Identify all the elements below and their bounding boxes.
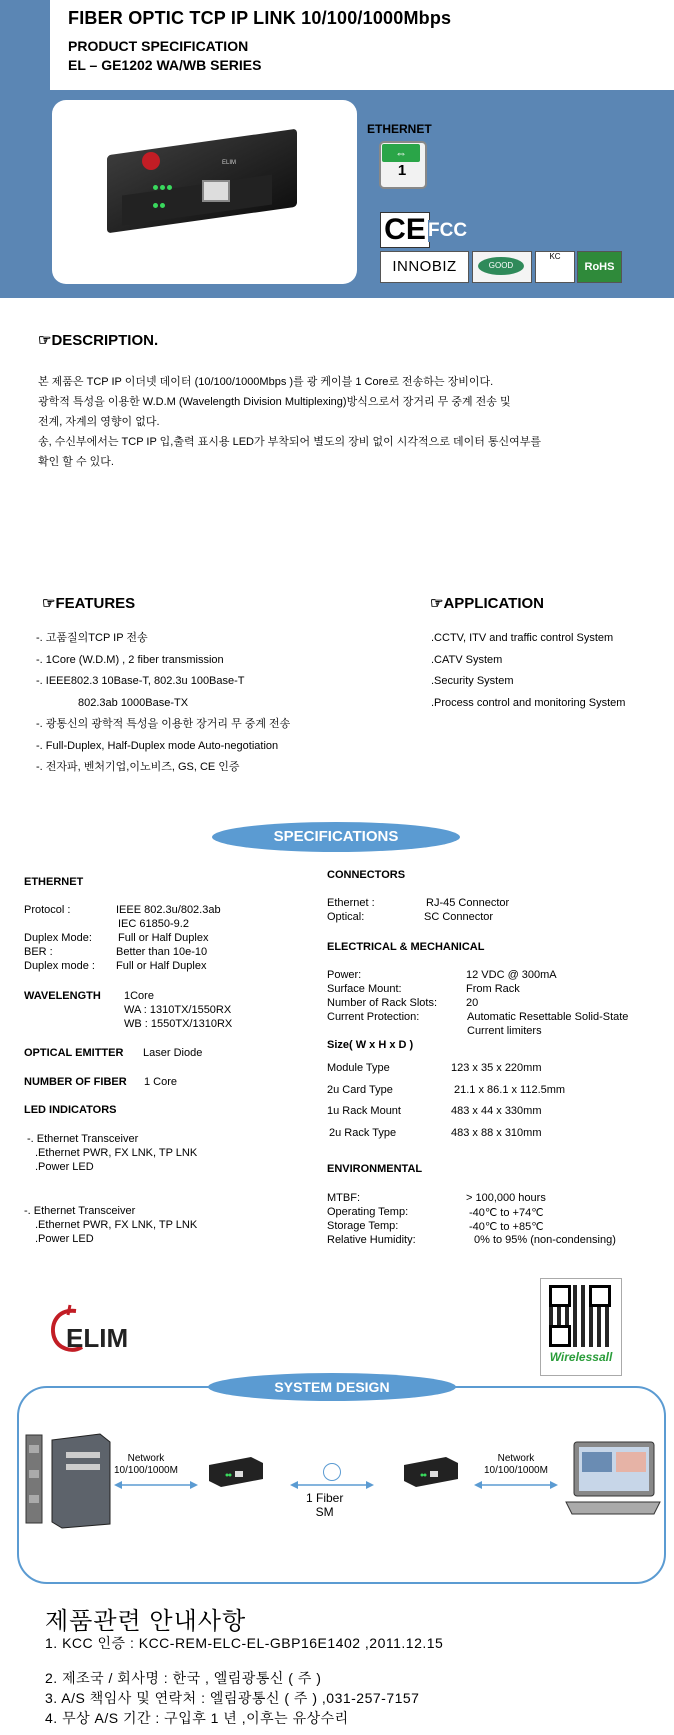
qr-finder [549,1285,571,1307]
feature-item: 802.3ab 1000Base-TX [78,696,189,709]
feature-item: -. 고품질의TCP IP 전송 [36,632,148,644]
application-item: .Security System [431,675,514,687]
spec-duplex-value: Full or Half Duplex [118,932,209,944]
description-text [38,372,541,472]
description-heading: ☞DESCRIPTION. [38,332,159,349]
rohs-badge: RoHS [577,251,622,283]
spec-protection-value: Automatic Resettable Solid-State [467,1011,629,1023]
spec-led-item: -. Ethernet Transceiver [27,1133,139,1145]
features-heading: ☞FEATURES [42,595,136,612]
spec-emitter-label: OPTICAL EMITTER [24,1047,124,1059]
fiber-label [306,1491,343,1519]
spec-duplex-label: Duplex Mode: [24,932,92,944]
spec-wavelength-value: 1Core [124,990,154,1002]
left-link-arrow-icon [114,1480,198,1490]
network-label-line: Network [497,1453,535,1464]
good-badge-text: GOOD [478,257,524,275]
notice-warranty-line: 4. 무상 A/S 기간 : 구입후 1 년 ,이후는 유상수리 [45,1710,349,1726]
spec-slots-label: Number of Rack Slots: [327,997,438,1009]
network-label-left [114,1453,178,1477]
double-arrow-icon: ⇔ [382,144,420,162]
spec-mtbf-label: MTBF: [327,1192,360,1204]
feature-item: -. IEEE802.3 10Base-T, 802.3u 100Base-T [36,675,245,687]
ce-mark: CE [380,212,430,248]
notice-manufacturer-line: 2. 제조국 / 회사명 : 한국 , 엘림광통신 ( 주 ) [45,1670,322,1686]
spec-protection-label: Current Protection: [327,1011,420,1023]
feature-item: -. 전자파, 벤처기업,이노비즈, GS, CE 인증 [36,761,240,773]
laptop-icon [562,1440,662,1520]
elim-logo-text: ELIM [66,1323,129,1353]
spec-ber-value: Better than 10e-10 [116,946,208,958]
fcc-mark: FCC [428,220,468,241]
system-design-banner: SYSTEM DESIGN [208,1373,456,1401]
spec-optical-connector-label: Optical: [327,911,365,923]
feature-item: -. 광통신의 광학적 특성을 이용한 장거리 무 중계 전송 [36,718,291,730]
spec-eth-connector-label: Ethernet : [327,897,375,909]
network-speed-label: 10/100/1000M [114,1465,178,1476]
spec-fiber-label: NUMBER OF FIBER [24,1076,127,1088]
description-line: 확인 할 수 있다. [38,456,114,468]
spec-eth-connector-value: RJ-45 Connector [426,897,510,909]
spec-surface-label: Surface Mount: [327,983,402,995]
description-line: 전계, 자계의 영향이 없다. [38,416,160,428]
spec-wavelength-value: WB : 1550TX/1310RX [124,1018,233,1030]
spec-ber-label: BER : [24,946,53,958]
innobiz-badge: INNOBIZ [380,251,469,283]
description-line: 광학적 특성을 이용한 W.D.M (Wavelength Division Multiplexing)방식으로서 장거리 무 중계 전송 및 [38,396,511,408]
notice-as-contact-line: 3. A/S 책임사 및 연락처 : 엘림광통신 ( 주 ) ,031-257-7157 [45,1690,420,1706]
ethernet-port-count: 1 [397,162,407,179]
spec-led-item: .Ethernet PWR, FX LNK, TP LNK [35,1147,198,1159]
spec-rack1-value: 483 x 44 x 330mm [451,1105,542,1117]
media-converter-icon [400,1455,460,1489]
spec-surface-value: From Rack [466,983,520,995]
features-list [36,628,290,779]
device-led-indicators [152,178,182,208]
spec-fiber-value: 1 Core [144,1076,178,1088]
specifications-banner: SPECIFICATIONS [212,822,460,852]
feature-item: -. 1Core (W.D.M) , 2 fiber transmission [36,653,224,666]
model-series: EL – GE1202 WA/WB SERIES [68,57,262,73]
spec-duplex-mode-value: Full or Half Duplex [116,960,207,972]
device-brand-text: ELIM [222,160,237,166]
fiber-count-label: 1 Fiber [306,1491,344,1505]
spec-ethernet-heading: ETHERNET [24,876,84,888]
qr-label: Wirelessall [549,1350,613,1364]
elim-logo-icon [142,152,160,170]
spec-led-item: .Ethernet PWR, FX LNK, TP LNK [35,1219,198,1231]
spec-duplex-mode-label: Duplex mode : [24,960,95,972]
spec-card-label: 2u Card Type [327,1084,393,1096]
spec-power-label: Power: [327,969,362,981]
notice-heading: 제품관련 안내사항 [45,1608,247,1635]
application-heading: ☞APPLICATION [430,595,545,612]
spec-power-value: 12 VDC @ 300mA [466,969,557,981]
spec-rack2-value: 483 x 88 x 310mm [451,1127,542,1139]
notice-kcc-line: 1. KCC 인증 : KCC-REM-ELC-EL-GBP16E1402 ,2011.12.15 [45,1635,444,1651]
network-label-line: Network [127,1453,165,1464]
application-item: .Process control and monitoring System [431,696,626,709]
qr-finder [549,1325,571,1347]
right-link-arrow-icon [474,1480,558,1490]
spec-rack2-label: 2u Rack Type [329,1127,397,1139]
description-line: 송, 수신부에서는 TCP IP 입,출력 표시용 LED가 부착되어 별도의 장비 없이 시각적으로 데이터 통신여부를 [38,436,542,448]
kc-mark: KC [535,251,575,283]
spec-environmental-heading: ENVIRONMENTAL [327,1163,423,1175]
ethernet-badge-label: ETHERNET [367,122,432,136]
spec-humidity-label: Relative Humidity: [327,1234,416,1246]
spec-rack1-label: 1u Rack Mount [327,1105,401,1117]
spec-electrical-heading: ELECTRICAL & MECHANICAL [327,941,485,953]
page-title: FIBER OPTIC TCP IP LINK 10/100/1000Mbps [68,8,452,28]
desktop-pc-icon [24,1430,114,1530]
spec-protocol-value: IEC 61850-9.2 [118,918,189,930]
spec-mtbf-value: > 100,000 hours [466,1192,546,1204]
spec-optemp-label: Operating Temp: [327,1206,409,1218]
fiber-coil-icon [323,1463,341,1481]
spec-protocol-value: IEEE 802.3u/802.3ab [116,904,221,916]
rj45-port-icon [202,180,230,202]
product-photo [52,100,357,284]
spec-sttemp-value: -40℃ to +85℃ [469,1221,544,1233]
elim-logo [48,1303,140,1355]
spec-led-item: -. Ethernet Transceiver [24,1205,136,1217]
feature-item: -. Full-Duplex, Half-Duplex mode Auto-negotiation [36,739,279,752]
application-list [431,628,625,714]
application-item: .CATV System [431,653,503,666]
spec-card-value: 21.1 x 86.1 x 112.5mm [454,1084,566,1096]
qr-finder [589,1285,611,1307]
spec-slots-value: 20 [466,997,479,1009]
application-item: .CCTV, ITV and traffic control System [431,632,614,644]
spec-wavelength-label: WAVELENGTH [24,990,101,1002]
spec-led-item: .Power LED [35,1233,94,1245]
spec-sttemp-label: Storage Temp: [327,1220,399,1232]
spec-wavelength-value: WA : 1310TX/1550RX [124,1004,232,1016]
fiber-mode-label: SM [315,1505,334,1519]
spec-optemp-value: -40℃ to +74℃ [469,1207,544,1219]
page-subtitle: PRODUCT SPECIFICATION [68,38,249,54]
media-converter-icon [205,1455,265,1489]
spec-led-heading: LED INDICATORS [24,1104,117,1116]
spec-emitter-value: Laser Diode [143,1047,203,1059]
spec-optical-connector-value: SC Connector [424,911,494,923]
spec-module-value: 123 x 35 x 220mm [451,1062,542,1074]
spec-humidity-value: 0% to 95% (non-condensing) [474,1234,616,1246]
spec-module-label: Module Type [327,1062,390,1074]
spec-protocol-label: Protocol : [24,904,71,916]
network-speed-label: 10/100/1000M [484,1465,548,1476]
spec-connectors-heading: CONNECTORS [327,869,406,881]
fiber-link-arrow-icon [290,1480,374,1490]
spec-size-heading: Size( W x H x D ) [327,1039,414,1051]
network-label-right [484,1453,548,1477]
spec-protection-value: Current limiters [467,1025,542,1037]
spec-led-item: .Power LED [35,1161,94,1173]
description-line: 본 제품은 TCP IP 이더넷 데이터 (10/100/1000Mbps )를 광 케이블 1 Core로 전송하는 장비이다. [38,376,494,388]
